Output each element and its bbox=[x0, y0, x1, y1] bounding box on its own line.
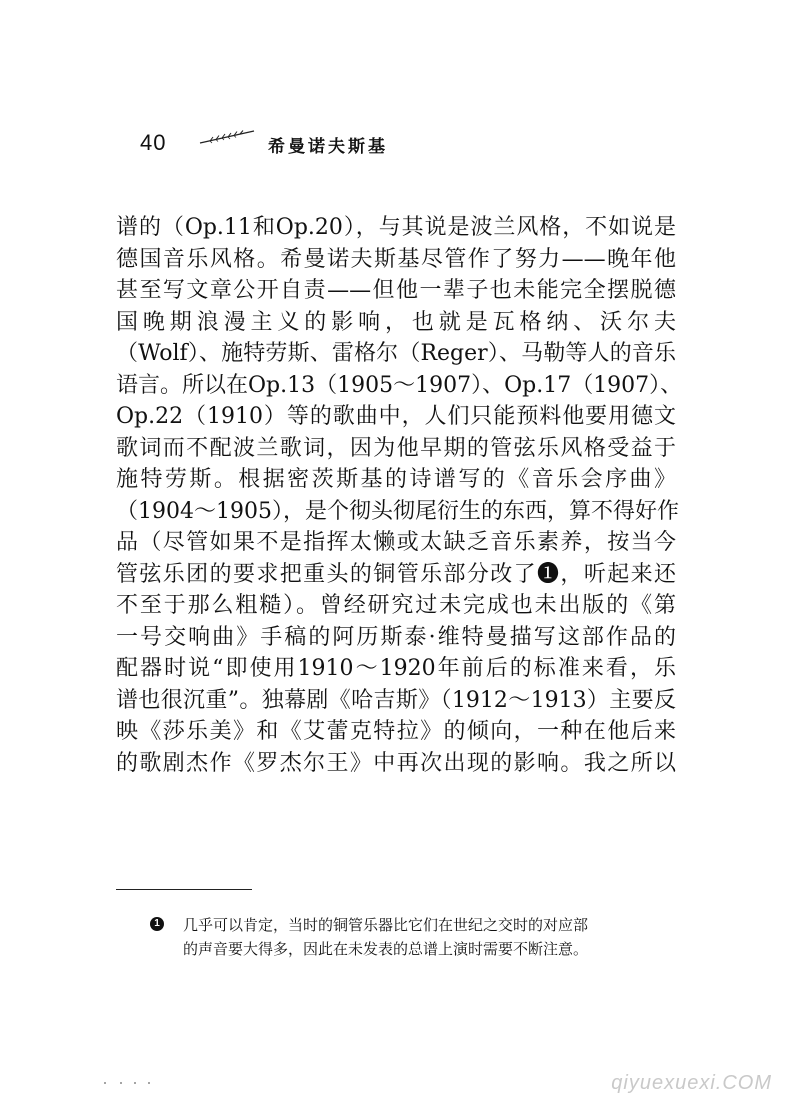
text-line: 歌词而不配波兰歌词，因为他早期的管弦乐风格受益于 bbox=[116, 435, 676, 461]
text-line: 管弦乐团的要求把重头的铜管乐部分改了❶，听起来还 bbox=[116, 561, 676, 587]
page-header bbox=[140, 128, 440, 160]
footnote-divider bbox=[116, 889, 252, 890]
text-line: 配器时说“即使用1910～1920年前后的标准来看，乐 bbox=[116, 656, 676, 681]
body-text bbox=[116, 212, 683, 779]
footnote-line: 几乎可以肯定，当时的铜管乐器比它们在世纪之交时的对应部 bbox=[183, 916, 589, 934]
running-title: 希曼诺夫斯基 bbox=[268, 137, 388, 157]
text-line: 不至于那么粗糙）。曾经研究过未完成也未出版的《第 bbox=[116, 593, 676, 618]
text-line: 国晚期浪漫主义的影响，也就是瓦格纳、沃尔夫 bbox=[116, 309, 676, 335]
text-line: Op.22（1910）等的歌曲中，人们只能预料他要用德文 bbox=[116, 404, 676, 429]
footnote-marker: 1 bbox=[150, 917, 164, 931]
footnote-text bbox=[183, 914, 673, 962]
watermark: qiyuexuexi.COM bbox=[611, 1072, 772, 1094]
text-line: 谱也很沉重”。独幕剧《哈吉斯》（1912～1913）主要反 bbox=[116, 687, 676, 713]
text-line: 一号交响曲》手稿的阿历斯泰·维特曼描写这部作品的 bbox=[116, 624, 676, 650]
text-line: 施特劳斯。根据密茨斯基的诗谱写的《音乐会序曲》 bbox=[116, 467, 676, 492]
text-line: 甚至写文章公开自责——但他一辈子也未能完全摆脱德 bbox=[116, 278, 676, 303]
text-line: （Wolf）、施特劳斯、雷格尔（Reger）、马勒等人的音乐 bbox=[116, 341, 676, 366]
text-line: 德国音乐风格。希曼诺夫斯基尽管作了努力——晚年他 bbox=[116, 246, 676, 272]
scan-marks bbox=[104, 1082, 164, 1088]
text-line: 映《莎乐美》和《艾蕾克特拉》的倾向，一种在他后来 bbox=[116, 719, 676, 744]
text-line: （1904～1905），是个彻头彻尾衍生的东西，算不得好作 bbox=[116, 498, 679, 524]
feather-ornament-icon bbox=[198, 128, 258, 148]
page-number: 40 bbox=[140, 130, 167, 155]
text-line: 语言。所以在Op.13（1905～1907）、Op.17（1907）、 bbox=[116, 372, 683, 398]
text-line: 的歌剧杰作《罗杰尔王》中再次出现的影响。我之所以 bbox=[116, 750, 676, 776]
text-line: 谱的（Op.11和Op.20），与其说是波兰风格，不如说是 bbox=[116, 215, 676, 240]
text-line: 品（尽管如果不是指挥太懒或太缺乏音乐素养，按当今 bbox=[116, 530, 676, 555]
footnote-line: 的声音要大得多，因此在未发表的总谱上演时需要不断注意。 bbox=[183, 940, 589, 958]
